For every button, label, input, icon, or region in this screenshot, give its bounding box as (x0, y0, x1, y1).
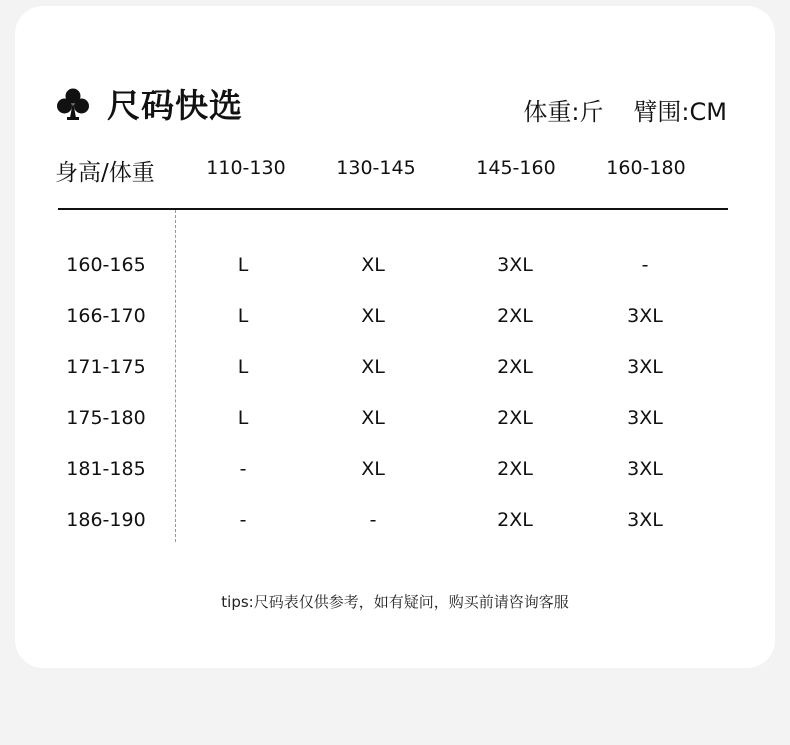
weight-unit-label: 体重:斤 (523, 98, 604, 126)
size-cell: 2XL (497, 356, 533, 378)
size-cell: 2XL (497, 509, 533, 531)
page-title: 尺码快选 (107, 86, 243, 125)
height-cell: 160-165 (66, 254, 146, 276)
size-cell: 2XL (497, 305, 533, 327)
height-cell: 171-175 (66, 356, 146, 378)
height-cell: 175-180 (66, 407, 146, 429)
column-divider (175, 210, 176, 542)
size-cell: - (239, 458, 247, 480)
table-header-row (55, 154, 727, 194)
size-cell: L (237, 254, 249, 276)
size-cell: L (237, 407, 249, 429)
size-cell: 2XL (497, 458, 533, 480)
units-legend (523, 92, 727, 127)
size-chart-card (15, 6, 775, 668)
size-cell: 3XL (627, 458, 663, 480)
size-cell: - (369, 509, 377, 531)
height-cell: 186-190 (66, 509, 146, 531)
size-cell: 3XL (627, 305, 663, 327)
column-header: 130-145 (336, 157, 416, 179)
size-cell: 3XL (627, 509, 663, 531)
header-divider (58, 208, 728, 210)
size-cell: L (237, 356, 249, 378)
size-cell: XL (361, 458, 385, 480)
height-cell: 181-185 (66, 458, 146, 480)
size-cell: 2XL (497, 407, 533, 429)
size-cell: 3XL (497, 254, 533, 276)
row-header-label: 身高/体重 (55, 160, 155, 186)
arm-unit-label: 臂围:CM (633, 98, 727, 126)
size-cell: 3XL (627, 407, 663, 429)
size-cell: - (641, 254, 649, 276)
size-cell: XL (361, 407, 385, 429)
size-cell: L (237, 305, 249, 327)
column-header: 160-180 (606, 157, 686, 179)
size-cell: 3XL (627, 356, 663, 378)
size-cell: XL (361, 305, 385, 327)
header (57, 80, 243, 127)
size-cell: - (239, 509, 247, 531)
height-cell: 166-170 (66, 305, 146, 327)
column-header: 145-160 (476, 157, 556, 179)
column-header: 110-130 (206, 157, 286, 179)
club-icon (57, 87, 89, 121)
size-cell: XL (361, 254, 385, 276)
tips-text: tips:尺码表仅供参考，如有疑问，购买前请咨询客服 (221, 593, 569, 611)
size-cell: XL (361, 356, 385, 378)
